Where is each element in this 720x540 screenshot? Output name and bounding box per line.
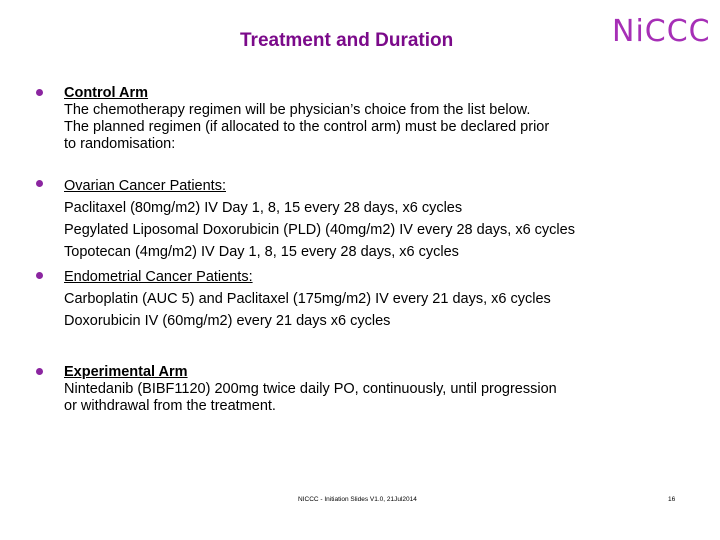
section-line: Nintedanib (BIBF1120) 200mg twice daily PO, continuously, until progression [64, 381, 557, 397]
bullet-icon [36, 272, 43, 279]
bullet-icon [36, 368, 43, 375]
bullet-icon [36, 180, 43, 187]
page-number: 16 [668, 496, 676, 503]
section-line: or withdrawal from the treatment. [64, 398, 276, 414]
section-line: The planned regimen (if allocated to the control arm) must be declared prior [64, 119, 550, 135]
footer-text: NICCC - Initiation Slides V1.0, 21Jul2014 [298, 496, 417, 503]
section-control-arm [64, 85, 704, 153]
slide-title: Treatment and Duration [240, 30, 454, 51]
section-heading: Ovarian Cancer Patients: [64, 178, 226, 194]
section-line: Paclitaxel (80mg/m2) IV Day 1, 8, 15 every 28 days, x6 cycles [64, 200, 463, 216]
section-line: Doxorubicin IV (60mg/m2) every 21 days x6 cycles [64, 313, 391, 329]
section-ovarian [64, 175, 704, 263]
section-line: The chemotherapy regimen will be physician’s choice from the list below. [64, 102, 531, 118]
section-line: Pegylated Liposomal Doxorubicin (PLD) (40mg/m2) IV every 28 days, x6 cycles [64, 222, 575, 238]
section-endometrial [64, 266, 704, 332]
section-heading: Endometrial Cancer Patients: [64, 269, 253, 285]
section-heading: Control Arm [64, 85, 149, 101]
section-line: Carboplatin (AUC 5) and Paclitaxel (175mg/m2) IV every 21 days, x6 cycles [64, 291, 551, 307]
section-line: Topotecan (4mg/m2) IV Day 1, 8, 15 every 28 days, x6 cycles [64, 244, 459, 260]
bullet-icon [36, 89, 43, 96]
niccc-logo: NiCCC [612, 14, 711, 49]
section-line: to randomisation: [64, 136, 176, 152]
section-heading: Experimental Arm [64, 364, 188, 380]
section-experimental-arm [64, 364, 704, 415]
